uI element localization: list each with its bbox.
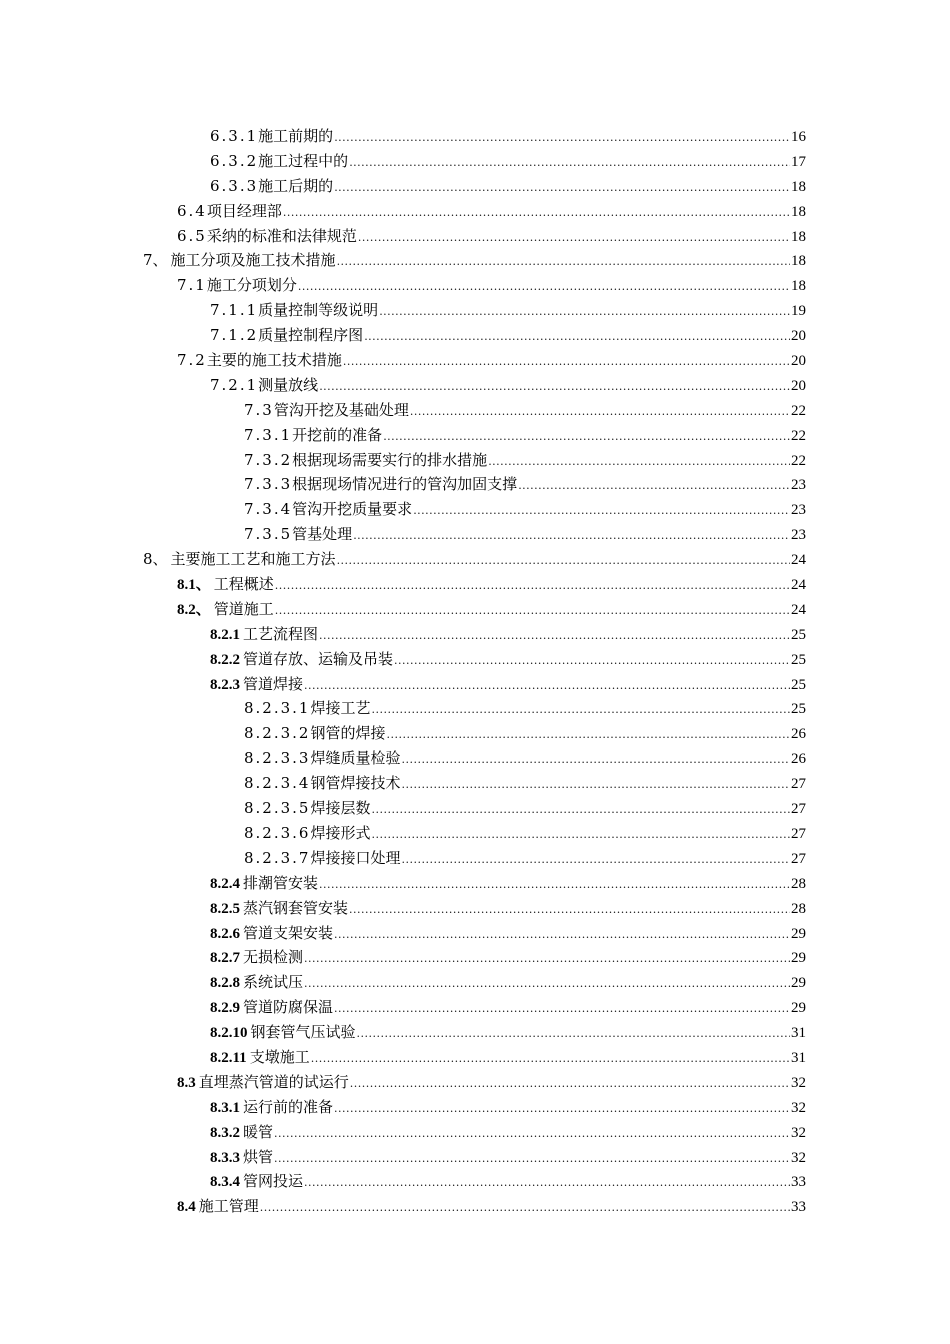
toc-entry-label (210, 1145, 273, 1171)
toc-entry-label (210, 124, 333, 149)
toc-entry-label (210, 921, 333, 947)
toc-entry-label (244, 796, 371, 821)
toc-page-number: 18 (791, 228, 806, 245)
toc-entry[interactable] (0, 423, 806, 448)
toc-entry[interactable] (0, 448, 806, 473)
toc-entry-number: 6.3.3 (210, 176, 259, 195)
toc-dot-leader (298, 275, 790, 300)
toc-entry-number: 8.2.2 (210, 651, 240, 668)
toc-entry-number: 8.2.3.6 (244, 823, 311, 842)
toc-entry-title: 质量控制程序图 (258, 326, 364, 345)
toc-entry-label (244, 696, 371, 721)
toc-entry-title: 系统试压 (243, 973, 304, 992)
toc-entry[interactable] (0, 696, 806, 721)
toc-entry-title: 施工前期的 (258, 127, 334, 145)
toc-entry-title: 主要的施工技术措施 (206, 351, 342, 370)
toc-dot-leader (349, 151, 790, 176)
toc-entry-title: 烘管 (243, 1147, 274, 1166)
toc-entry[interactable] (0, 1169, 806, 1194)
toc-entry-title: 钢套管气压试验 (250, 1023, 356, 1042)
toc-dot-leader (353, 524, 790, 549)
toc-page-number: 17 (791, 153, 806, 170)
toc-entry-title: 项目经理部 (206, 201, 282, 220)
toc-entry-number: 7.2 (177, 351, 207, 370)
toc-dot-leader (357, 1022, 790, 1047)
toc-entry[interactable] (0, 398, 806, 423)
toc-entry[interactable] (0, 124, 806, 149)
toc-dot-leader (334, 1097, 790, 1122)
toc-dot-leader (372, 798, 791, 823)
toc-dot-leader (337, 250, 790, 275)
toc-entry[interactable] (0, 846, 806, 871)
toc-entry-label (177, 597, 274, 623)
toc-entry-number: 6.3.2 (210, 151, 259, 170)
toc-entry-number: 8.2.3.4 (244, 774, 311, 793)
toc-entry-number: 8.2.11 (210, 1049, 247, 1066)
toc-page-number: 16 (791, 129, 806, 145)
toc-entry-number: 8.2.3.7 (244, 848, 311, 867)
toc-entry[interactable] (0, 1070, 806, 1095)
toc-page-number: 19 (791, 303, 806, 320)
toc-entry[interactable] (0, 497, 806, 522)
toc-page-number: 29 (791, 975, 806, 992)
toc-entry-number: 8.2.3.5 (244, 799, 311, 818)
toc-entry[interactable] (0, 970, 806, 995)
toc-entry-label (210, 323, 363, 348)
toc-entry[interactable] (0, 199, 806, 224)
toc-entry[interactable] (0, 1020, 806, 1045)
toc-dot-leader (358, 226, 790, 251)
toc-page-number: 27 (791, 850, 806, 867)
toc-entry-number: 8.3.2 (210, 1124, 240, 1141)
toc-entry-title: 支墩施工 (249, 1047, 310, 1066)
toc-entry-label (244, 522, 352, 547)
toc-dot-leader (337, 549, 790, 574)
toc-dot-leader (488, 450, 790, 475)
toc-entry-title: 暖管 (243, 1122, 274, 1141)
toc-entry-title: 采纳的标准和法律规范 (206, 226, 357, 245)
toc-entry-label (177, 224, 357, 249)
toc-entry-title: 管道施工 (213, 599, 274, 618)
toc-entry-title: 工程概述 (213, 575, 274, 594)
toc-entry[interactable] (0, 348, 806, 373)
toc-page-number: 28 (791, 900, 806, 917)
toc-entry-number: 7.2.1 (210, 375, 259, 394)
toc-entry[interactable] (0, 771, 806, 796)
toc-entry-label (210, 622, 318, 648)
toc-entry-label (210, 174, 333, 199)
toc-dot-leader (394, 649, 790, 674)
toc-entry[interactable] (0, 597, 806, 622)
toc-page-number: 27 (791, 801, 806, 818)
toc-entry-label (177, 199, 282, 224)
toc-dot-leader (304, 1171, 790, 1196)
toc-entry[interactable] (0, 373, 806, 398)
toc-entry-label (210, 373, 318, 398)
toc-entry-number: 8.2.3.2 (244, 724, 311, 743)
toc-entry-label (244, 821, 371, 846)
toc-entry-label (177, 572, 274, 598)
toc-entry-title: 工艺流程图 (243, 624, 319, 643)
toc-dot-leader (274, 1147, 790, 1172)
toc-page-number: 27 (791, 825, 806, 842)
toc-entry-number: 7.3.2 (244, 450, 293, 469)
toc-page-number: 32 (791, 1124, 806, 1141)
toc-entry-number: 8.3.4 (210, 1174, 240, 1191)
toc-page-number: 32 (791, 1099, 806, 1116)
toc-entry[interactable] (0, 746, 806, 771)
toc-entry-title: 焊缝质量检验 (310, 749, 401, 768)
toc-entry-number: 8.2.5 (210, 900, 240, 917)
toc-entry[interactable] (0, 248, 806, 273)
toc-entry[interactable] (0, 796, 806, 821)
toc-entry-number: 8.2.3.1 (244, 699, 311, 718)
toc-entry-title: 管道防腐保温 (243, 998, 334, 1017)
toc-entry[interactable] (0, 522, 806, 547)
toc-entry-label (177, 1194, 259, 1220)
toc-dot-leader (372, 823, 791, 848)
toc-dot-leader (260, 1196, 790, 1221)
toc-entry-label (177, 273, 297, 298)
toc-entry-title: 施工管理 (198, 1197, 259, 1216)
toc-entry-title: 运行前的准备 (243, 1097, 334, 1116)
toc-page-number: 31 (791, 1049, 806, 1066)
toc-page-number: 26 (791, 726, 806, 743)
toc-dot-leader (274, 1122, 790, 1147)
toc-dot-leader (343, 350, 790, 375)
toc-entry-title: 蒸汽钢套管安装 (243, 898, 349, 917)
toc-dot-leader (402, 848, 791, 873)
toc-page-number: 23 (791, 527, 806, 544)
toc-entry-label (177, 348, 342, 373)
toc-entry-number: 8.2、 (177, 601, 211, 618)
toc-entry-number: 8.2.7 (210, 950, 240, 967)
toc-entry-number: 7.1.1 (210, 301, 259, 320)
toc-entry[interactable] (0, 871, 806, 896)
toc-entry-title: 焊接层数 (310, 799, 371, 818)
toc-entry-number: 7、 (143, 251, 168, 270)
toc-entry[interactable] (0, 1145, 806, 1170)
toc-entry-title: 根据现场情况进行的管沟加固支撑 (292, 475, 518, 494)
toc-entry[interactable] (0, 149, 806, 174)
toc-entry[interactable] (0, 622, 806, 647)
toc-entry-title: 管道存放、运输及吊装 (243, 649, 394, 668)
toc-page-number: 28 (791, 875, 806, 892)
toc-entry-number: 8、 (143, 550, 168, 569)
toc-dot-leader (319, 624, 790, 649)
toc-page-number: 32 (791, 1074, 806, 1091)
toc-entry-number: 8.2.1 (210, 626, 240, 643)
toc-page-number: 18 (791, 253, 806, 270)
toc-entry-title: 焊接形式 (310, 823, 371, 842)
toc-dot-leader (334, 176, 790, 201)
toc-dot-leader (334, 126, 790, 151)
toc-entry-number: 8.2.4 (210, 875, 240, 892)
toc-dot-leader (413, 499, 790, 524)
toc-page-number: 22 (791, 402, 806, 419)
toc-entry[interactable] (0, 1120, 806, 1145)
toc-entry-number: 8.2.3 (210, 676, 240, 693)
toc-entry-label (210, 1169, 303, 1195)
toc-entry[interactable] (0, 821, 806, 846)
toc-entry[interactable] (0, 1095, 806, 1120)
toc-entry-number: 7.3.3 (244, 475, 293, 494)
toc-entry-label (210, 647, 393, 673)
toc-dot-leader (334, 997, 790, 1022)
toc-entry-title: 管道支架安装 (243, 923, 334, 942)
toc-page-number: 24 (791, 552, 806, 569)
toc-entry[interactable] (0, 273, 806, 298)
toc-page-number: 29 (791, 925, 806, 942)
toc-page-number: 18 (791, 278, 806, 295)
toc-page-number: 32 (791, 1149, 806, 1166)
toc-page-number: 20 (791, 328, 806, 345)
toc-dot-leader (304, 674, 790, 699)
toc-entry-label (210, 672, 303, 698)
toc-entry-label (244, 497, 412, 522)
toc-entry-number: 6.3.1 (210, 127, 259, 145)
toc-page-number: 24 (791, 601, 806, 618)
toc-entry[interactable] (0, 572, 806, 597)
toc-entry-title: 钢管的焊接 (310, 724, 386, 743)
toc-entry-title: 施工过程中的 (258, 151, 349, 170)
toc-dot-leader (349, 898, 790, 923)
toc-entry-number: 8.2.3.3 (244, 749, 311, 768)
toc-entry-label (210, 1045, 310, 1071)
toc-entry-number: 8.2.9 (210, 1000, 240, 1017)
toc-entry-number: 8.2.6 (210, 925, 240, 942)
toc-dot-leader (350, 1072, 790, 1097)
toc-entry[interactable] (0, 945, 806, 970)
toc-entry[interactable] (0, 1194, 806, 1219)
toc-dot-leader (410, 400, 790, 425)
toc-entry-number: 8.2.10 (210, 1025, 248, 1042)
toc-dot-leader (283, 201, 790, 226)
toc-entry[interactable] (0, 1045, 806, 1070)
toc-entry-title: 开挖前的准备 (292, 425, 383, 444)
toc-entry-label (244, 846, 401, 871)
toc-entry-title: 焊接工艺 (310, 699, 371, 718)
toc-entry[interactable] (0, 721, 806, 746)
toc-entry[interactable] (0, 995, 806, 1020)
toc-entry-number: 6.4 (177, 201, 207, 220)
toc-entry-label (210, 1120, 273, 1146)
table-of-contents (0, 124, 950, 1219)
toc-entry-number: 7.3.4 (244, 500, 293, 519)
toc-entry-title: 直埋蒸汽管道的试运行 (198, 1072, 349, 1091)
toc-entry[interactable] (0, 672, 806, 697)
toc-dot-leader (311, 1047, 790, 1072)
toc-entry-label (210, 298, 378, 323)
toc-page-number: 25 (791, 676, 806, 693)
toc-dot-leader (387, 723, 791, 748)
toc-entry-title: 钢管焊接技术 (310, 774, 401, 793)
toc-entry[interactable] (0, 224, 806, 249)
toc-page-number: 29 (791, 1000, 806, 1017)
toc-entry-number: 6.5 (177, 226, 207, 245)
toc-dot-leader (275, 574, 790, 599)
toc-dot-leader (304, 947, 790, 972)
toc-entry-title: 施工分项划分 (206, 276, 297, 295)
toc-page-number: 33 (791, 1174, 806, 1191)
toc-entry-label (210, 970, 303, 996)
toc-page-number: 23 (791, 477, 806, 494)
toc-page-number: 25 (791, 701, 806, 718)
toc-dot-leader (275, 599, 790, 624)
toc-page-number: 25 (791, 626, 806, 643)
toc-entry-label (244, 771, 401, 796)
toc-entry-title: 施工分项及施工技术措施 (170, 251, 336, 270)
toc-dot-leader (383, 425, 790, 450)
toc-dot-leader (319, 375, 790, 400)
toc-entry-number: 8.3.3 (210, 1149, 240, 1166)
toc-entry-title: 主要施工工艺和施工方法 (170, 550, 336, 569)
toc-entry-label (143, 547, 336, 572)
toc-entry-title: 测量放线 (258, 375, 319, 394)
toc-entry-label (244, 448, 487, 473)
toc-entry-title: 质量控制等级说明 (258, 301, 379, 320)
toc-entry-title: 排潮管安装 (243, 873, 319, 892)
toc-page-number: 22 (791, 452, 806, 469)
toc-page-number: 33 (791, 1199, 806, 1216)
toc-page-number: 25 (791, 651, 806, 668)
toc-dot-leader (379, 300, 790, 325)
toc-entry-label (210, 1020, 356, 1046)
toc-entry[interactable] (0, 547, 806, 572)
toc-entry[interactable] (0, 323, 806, 348)
toc-entry-label (210, 1095, 333, 1121)
toc-entry-number: 8.1、 (177, 577, 211, 594)
toc-page-number: 20 (791, 353, 806, 370)
toc-entry-label (210, 995, 333, 1021)
toc-entry-label (244, 423, 382, 448)
toc-entry[interactable] (0, 472, 806, 497)
toc-entry-title: 管沟开挖质量要求 (292, 500, 413, 519)
toc-entry-title: 无损检测 (243, 948, 304, 967)
toc-entry-label (210, 149, 348, 174)
toc-entry-title: 管道焊接 (243, 674, 304, 693)
toc-entry-title: 根据现场需要实行的排水措施 (292, 450, 488, 469)
toc-page-number: 20 (791, 377, 806, 394)
toc-page-number: 27 (791, 776, 806, 793)
toc-page-number: 31 (791, 1025, 806, 1042)
toc-page-number: 29 (791, 950, 806, 967)
toc-dot-leader (402, 748, 791, 773)
toc-entry-title: 焊接接口处理 (310, 848, 401, 867)
toc-entry-label (143, 248, 336, 273)
toc-entry-label (177, 1070, 349, 1096)
toc-dot-leader (364, 325, 790, 350)
toc-dot-leader (518, 474, 790, 499)
toc-entry-number: 8.2.8 (210, 975, 240, 992)
toc-page-number: 18 (791, 178, 806, 195)
toc-dot-leader (402, 773, 791, 798)
toc-entry-label (244, 721, 386, 746)
toc-dot-leader (334, 923, 790, 948)
toc-entry-label (244, 746, 401, 771)
toc-dot-leader (304, 972, 790, 997)
toc-entry-number: 8.4 (177, 1199, 196, 1216)
toc-entry-number: 7.3 (244, 400, 274, 419)
toc-dot-leader (319, 873, 790, 898)
toc-entry-label (244, 472, 517, 497)
toc-entry-number: 7.1 (177, 276, 207, 295)
toc-entry-number: 7.3.1 (244, 425, 293, 444)
toc-entry-label (244, 398, 409, 423)
toc-entry[interactable] (0, 298, 806, 323)
toc-entry-title: 管基处理 (292, 525, 353, 544)
toc-entry-number: 8.3 (177, 1074, 196, 1091)
toc-entry-label (210, 896, 348, 922)
toc-entry[interactable] (0, 647, 806, 672)
toc-entry-title: 管沟开挖及基础处理 (273, 400, 409, 419)
toc-page-number: 24 (791, 577, 806, 594)
toc-page-number: 22 (791, 427, 806, 444)
toc-dot-leader (372, 698, 791, 723)
toc-entry[interactable] (0, 174, 806, 199)
toc-entry[interactable] (0, 921, 806, 946)
toc-entry-number: 8.3.1 (210, 1099, 240, 1116)
toc-page-number: 26 (791, 751, 806, 768)
toc-entry-label (210, 871, 318, 897)
toc-entry-number: 7.3.5 (244, 525, 293, 544)
toc-page-number: 23 (791, 502, 806, 519)
toc-entry[interactable] (0, 896, 806, 921)
toc-entry-title: 施工后期的 (258, 176, 334, 195)
toc-entry-title: 管网投运 (243, 1172, 304, 1191)
toc-page-number: 18 (791, 203, 806, 220)
toc-entry-number: 7.1.2 (210, 326, 259, 345)
toc-entry-label (210, 945, 303, 971)
